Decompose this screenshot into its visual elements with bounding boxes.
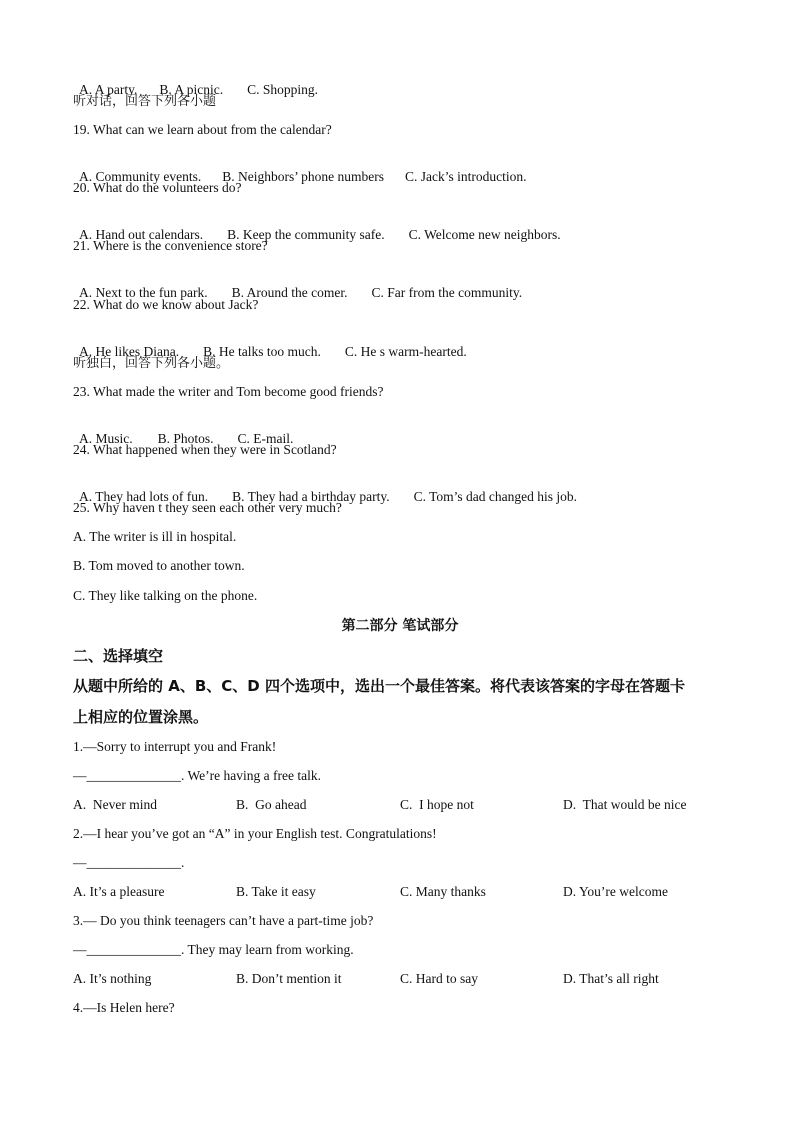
option-b: B. They had a birthday party. bbox=[232, 489, 390, 504]
part-two-title: 第二部分 笔试部分 bbox=[341, 618, 459, 634]
question-23: 23. What made the writer and Tom become good friends? bbox=[73, 384, 384, 399]
writing-question-1-response: —______________. We’re having a free talk. bbox=[73, 768, 321, 783]
option-a: A. Music. bbox=[79, 431, 133, 446]
question-21: 21. Where is the convenience store? bbox=[73, 238, 268, 253]
writing-question-2: 2.—I hear you’ve got an “A” in your English test. Congratulations! bbox=[73, 826, 437, 841]
option-b: B. Photos. bbox=[157, 431, 214, 446]
option-c: C. Jack’s introduction. bbox=[405, 169, 527, 184]
question-24: 24. What happened when they were in Scotland? bbox=[73, 442, 337, 457]
option-a: A. It’s a pleasure bbox=[73, 884, 165, 899]
option-c: C. Welcome new neighbors. bbox=[408, 227, 561, 242]
question-25: 25. Why haven t they seen each other very much? bbox=[73, 500, 342, 515]
writing-question-4: 4.—Is Helen here? bbox=[73, 1000, 175, 1015]
option-25-c: C. They like talking on the phone. bbox=[73, 588, 258, 603]
option-a: A. He likes Diana. bbox=[79, 344, 180, 359]
option-c: C. I hope not bbox=[400, 797, 474, 812]
option-c: C. Hard to say bbox=[400, 971, 478, 986]
option-d: D. That would be nice bbox=[563, 797, 687, 812]
option-b: B. A picnic. bbox=[159, 82, 224, 97]
option-a: A. Never mind bbox=[73, 797, 157, 812]
writing-question-3-response: —______________. They may learn from working. bbox=[73, 942, 354, 957]
writing-question-1: 1.—Sorry to interrupt you and Frank! bbox=[73, 739, 277, 754]
option-c: C. E-mail. bbox=[237, 431, 294, 446]
option-a: A. Community events. bbox=[79, 169, 202, 184]
option-25-b: B. Tom moved to another town. bbox=[73, 558, 245, 573]
option-d: D. You’re welcome bbox=[563, 884, 668, 899]
option-25-a: A. The writer is ill in hospital. bbox=[73, 529, 237, 544]
option-a: A. Hand out calendars. bbox=[79, 227, 204, 242]
question-19: 19. What can we learn about from the calendar? bbox=[73, 122, 332, 137]
option-b: B. Take it easy bbox=[236, 884, 316, 899]
section-instruction-line2: 上相应的位置涂黑。 bbox=[73, 708, 209, 726]
option-c: C. Shopping. bbox=[247, 82, 319, 97]
section-instruction-line1: 从题中所给的 A、B、C、D 四个选项中，选出一个最佳答案。将代表该答案的字母在答题卡 bbox=[73, 677, 685, 695]
instruction-monologue: 听独白，回答下列各小题。 bbox=[73, 356, 230, 371]
writing-question-3: 3.— Do you think teenagers can’t have a part-time job? bbox=[73, 913, 374, 928]
option-d: D. That’s all right bbox=[563, 971, 659, 986]
instruction-dialogue: 听对话，回答下列各小题 bbox=[73, 94, 217, 109]
option-a: A. They had lots of fun. bbox=[79, 489, 209, 504]
option-a: A. It’s nothing bbox=[73, 971, 152, 986]
option-b: B. He talks too much. bbox=[203, 344, 321, 359]
option-c: C. Many thanks bbox=[400, 884, 486, 899]
option-c: C. Far from the community. bbox=[371, 285, 523, 300]
option-c: C. He s warm-hearted. bbox=[344, 344, 467, 359]
writing-question-2-response: —______________. bbox=[73, 855, 185, 870]
option-b: B. Keep the community safe. bbox=[227, 227, 385, 242]
option-b: B. Neighbors’ phone numbers bbox=[222, 169, 384, 184]
question-20: 20. What do the volunteers do? bbox=[73, 180, 242, 195]
option-a: A. A party. bbox=[79, 82, 138, 97]
question-22: 22. What do we know about Jack? bbox=[73, 297, 259, 312]
option-c: C. Tom’s dad changed his job. bbox=[413, 489, 578, 504]
section-title: 二、选择填空 bbox=[73, 647, 164, 665]
option-b: B. Around the comer. bbox=[231, 285, 348, 300]
option-b: B. Go ahead bbox=[236, 797, 307, 812]
option-b: B. Don’t mention it bbox=[236, 971, 342, 986]
option-a: A. Next to the fun park. bbox=[79, 285, 208, 300]
